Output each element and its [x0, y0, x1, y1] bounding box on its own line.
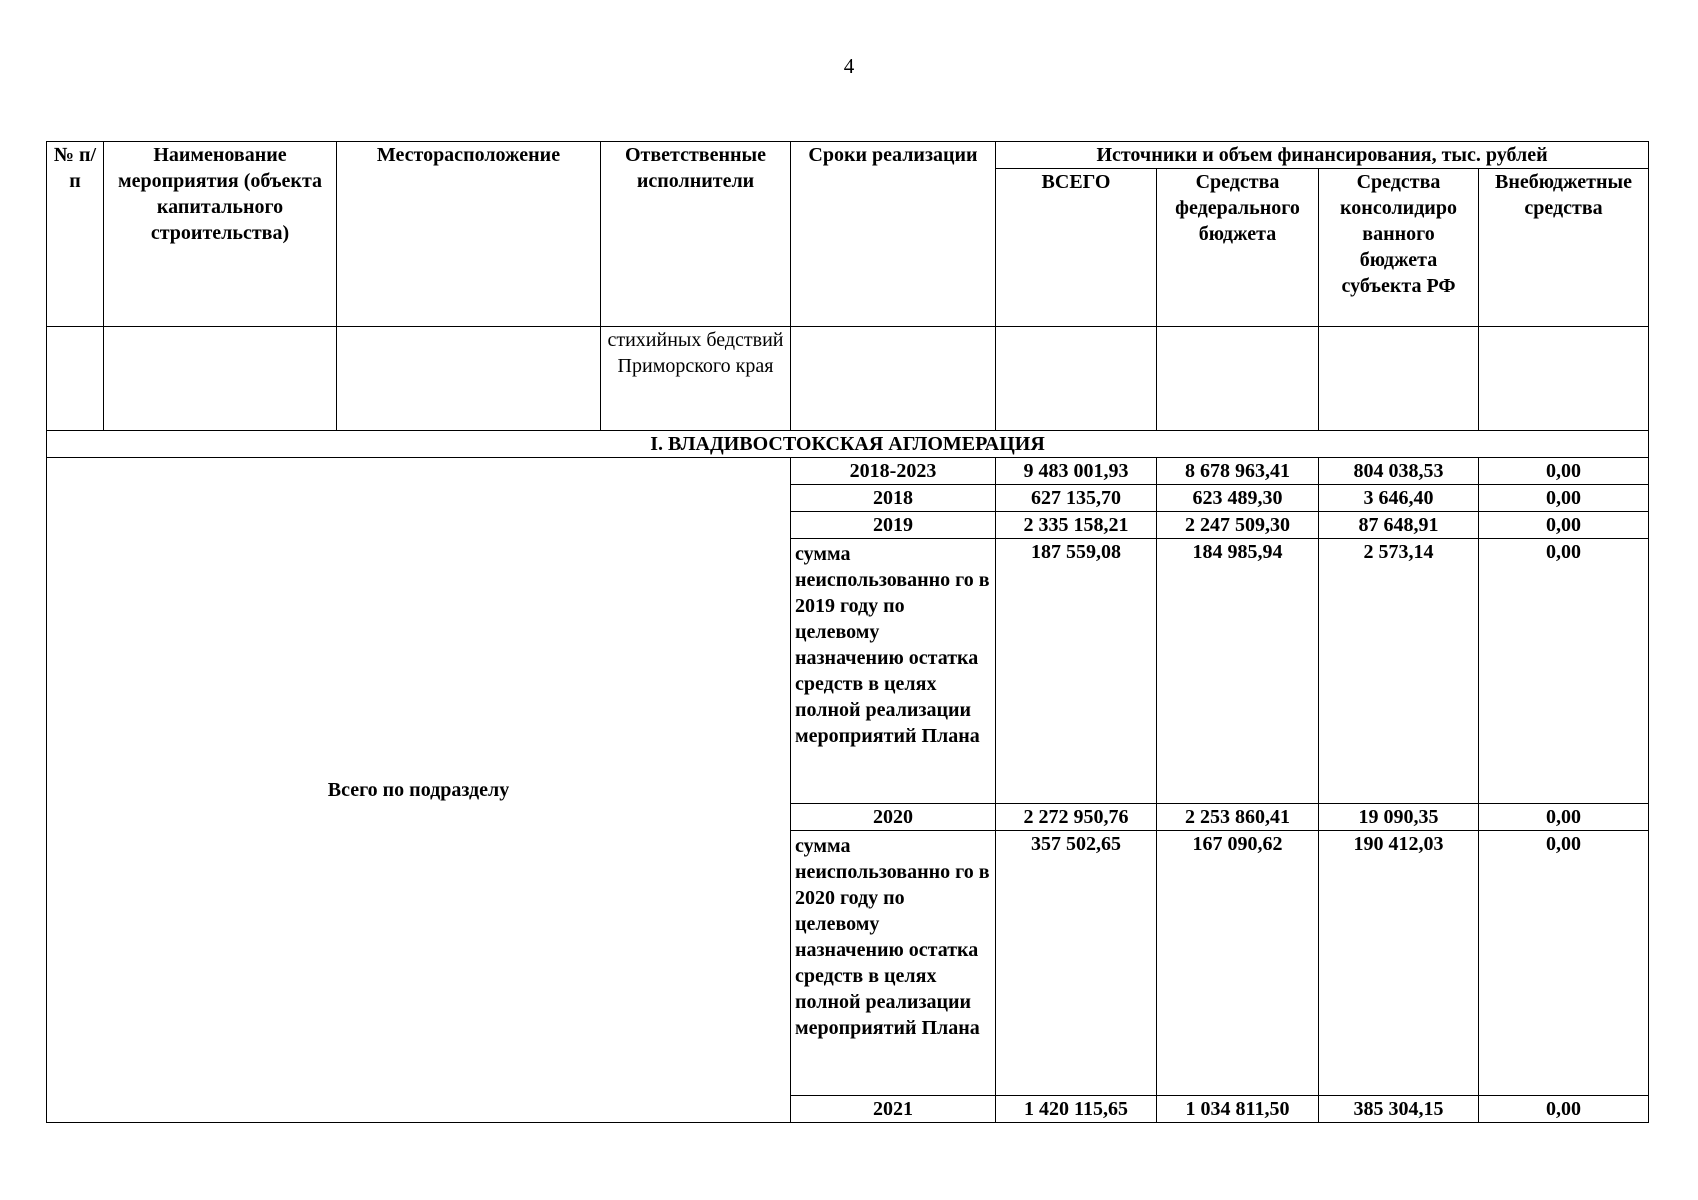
header-federal: Средства федерального бюджета [1157, 169, 1319, 327]
carryover-cell-num [47, 327, 104, 431]
row-total: 2 335 158,21 [996, 512, 1157, 539]
row-total: 1 420 115,65 [996, 1096, 1157, 1123]
carryover-responsible: стихийных бедствий Приморского края [601, 327, 791, 431]
row-extra: 0,00 [1479, 1096, 1649, 1123]
row-federal: 2 247 509,30 [1157, 512, 1319, 539]
row-extra: 0,00 [1479, 804, 1649, 831]
row-regional: 190 412,03 [1319, 831, 1479, 1096]
row-federal: 1 034 811,50 [1157, 1096, 1319, 1123]
row-extra: 0,00 [1479, 831, 1649, 1096]
section-title: I. ВЛАДИВОСТОКСКАЯ АГЛОМЕРАЦИЯ [47, 431, 1649, 458]
subtotal-label: Всего по подразделу [47, 458, 791, 1123]
row-federal: 184 985,94 [1157, 539, 1319, 804]
row-regional: 2 573,14 [1319, 539, 1479, 804]
row-regional: 87 648,91 [1319, 512, 1479, 539]
header-location: Месторасположение [337, 142, 601, 327]
carryover-cell-total [996, 327, 1157, 431]
header-name: Наименование мероприятия (объекта капитального строительства) [104, 142, 337, 327]
header-terms: Сроки реализации [791, 142, 996, 327]
row-total: 357 502,65 [996, 831, 1157, 1096]
carryover-cell-location [337, 327, 601, 431]
row-regional: 804 038,53 [1319, 458, 1479, 485]
row-period-carryover-2020: сумма неиспользованно го в 2020 году по целевому назначению остатка средств в целях полной реализации мероприятий Плана [791, 831, 996, 1096]
header-extrabudget: Внебюджетные средства [1479, 169, 1649, 327]
header-total: ВСЕГО [996, 169, 1157, 327]
carryover-cell-terms [791, 327, 996, 431]
row-extra: 0,00 [1479, 512, 1649, 539]
row-extra: 0,00 [1479, 485, 1649, 512]
row-period: 2020 [791, 804, 996, 831]
row-extra: 0,00 [1479, 458, 1649, 485]
carryover-cell-regional [1319, 327, 1479, 431]
carryover-cell-extra [1479, 327, 1649, 431]
funding-table [46, 141, 1649, 1123]
row-federal: 8 678 963,41 [1157, 458, 1319, 485]
row-period: 2018 [791, 485, 996, 512]
row-federal: 2 253 860,41 [1157, 804, 1319, 831]
row-total: 187 559,08 [996, 539, 1157, 804]
row-total: 2 272 950,76 [996, 804, 1157, 831]
row-period: 2019 [791, 512, 996, 539]
row-total: 627 135,70 [996, 485, 1157, 512]
header-responsible: Ответственные исполнители [601, 142, 791, 327]
row-regional: 19 090,35 [1319, 804, 1479, 831]
row-federal: 167 090,62 [1157, 831, 1319, 1096]
row-extra: 0,00 [1479, 539, 1649, 804]
row-total: 9 483 001,93 [996, 458, 1157, 485]
carryover-cell-name [104, 327, 337, 431]
row-period: 2021 [791, 1096, 996, 1123]
row-period: 2018-2023 [791, 458, 996, 485]
row-federal: 623 489,30 [1157, 485, 1319, 512]
row-period-carryover-2019: сумма неиспользованно го в 2019 году по целевому назначению остатка средств в целях полной реализации мероприятий Плана [791, 539, 996, 804]
header-consolidated: Средства консолидиро ванного бюджета субъекта РФ [1319, 169, 1479, 327]
row-regional: 385 304,15 [1319, 1096, 1479, 1123]
page-number: 4 [843, 54, 855, 78]
header-num: № п/п [47, 142, 104, 327]
header-funding: Источники и объем финансирования, тыс. рублей [996, 142, 1649, 169]
row-regional: 3 646,40 [1319, 485, 1479, 512]
carryover-cell-federal [1157, 327, 1319, 431]
